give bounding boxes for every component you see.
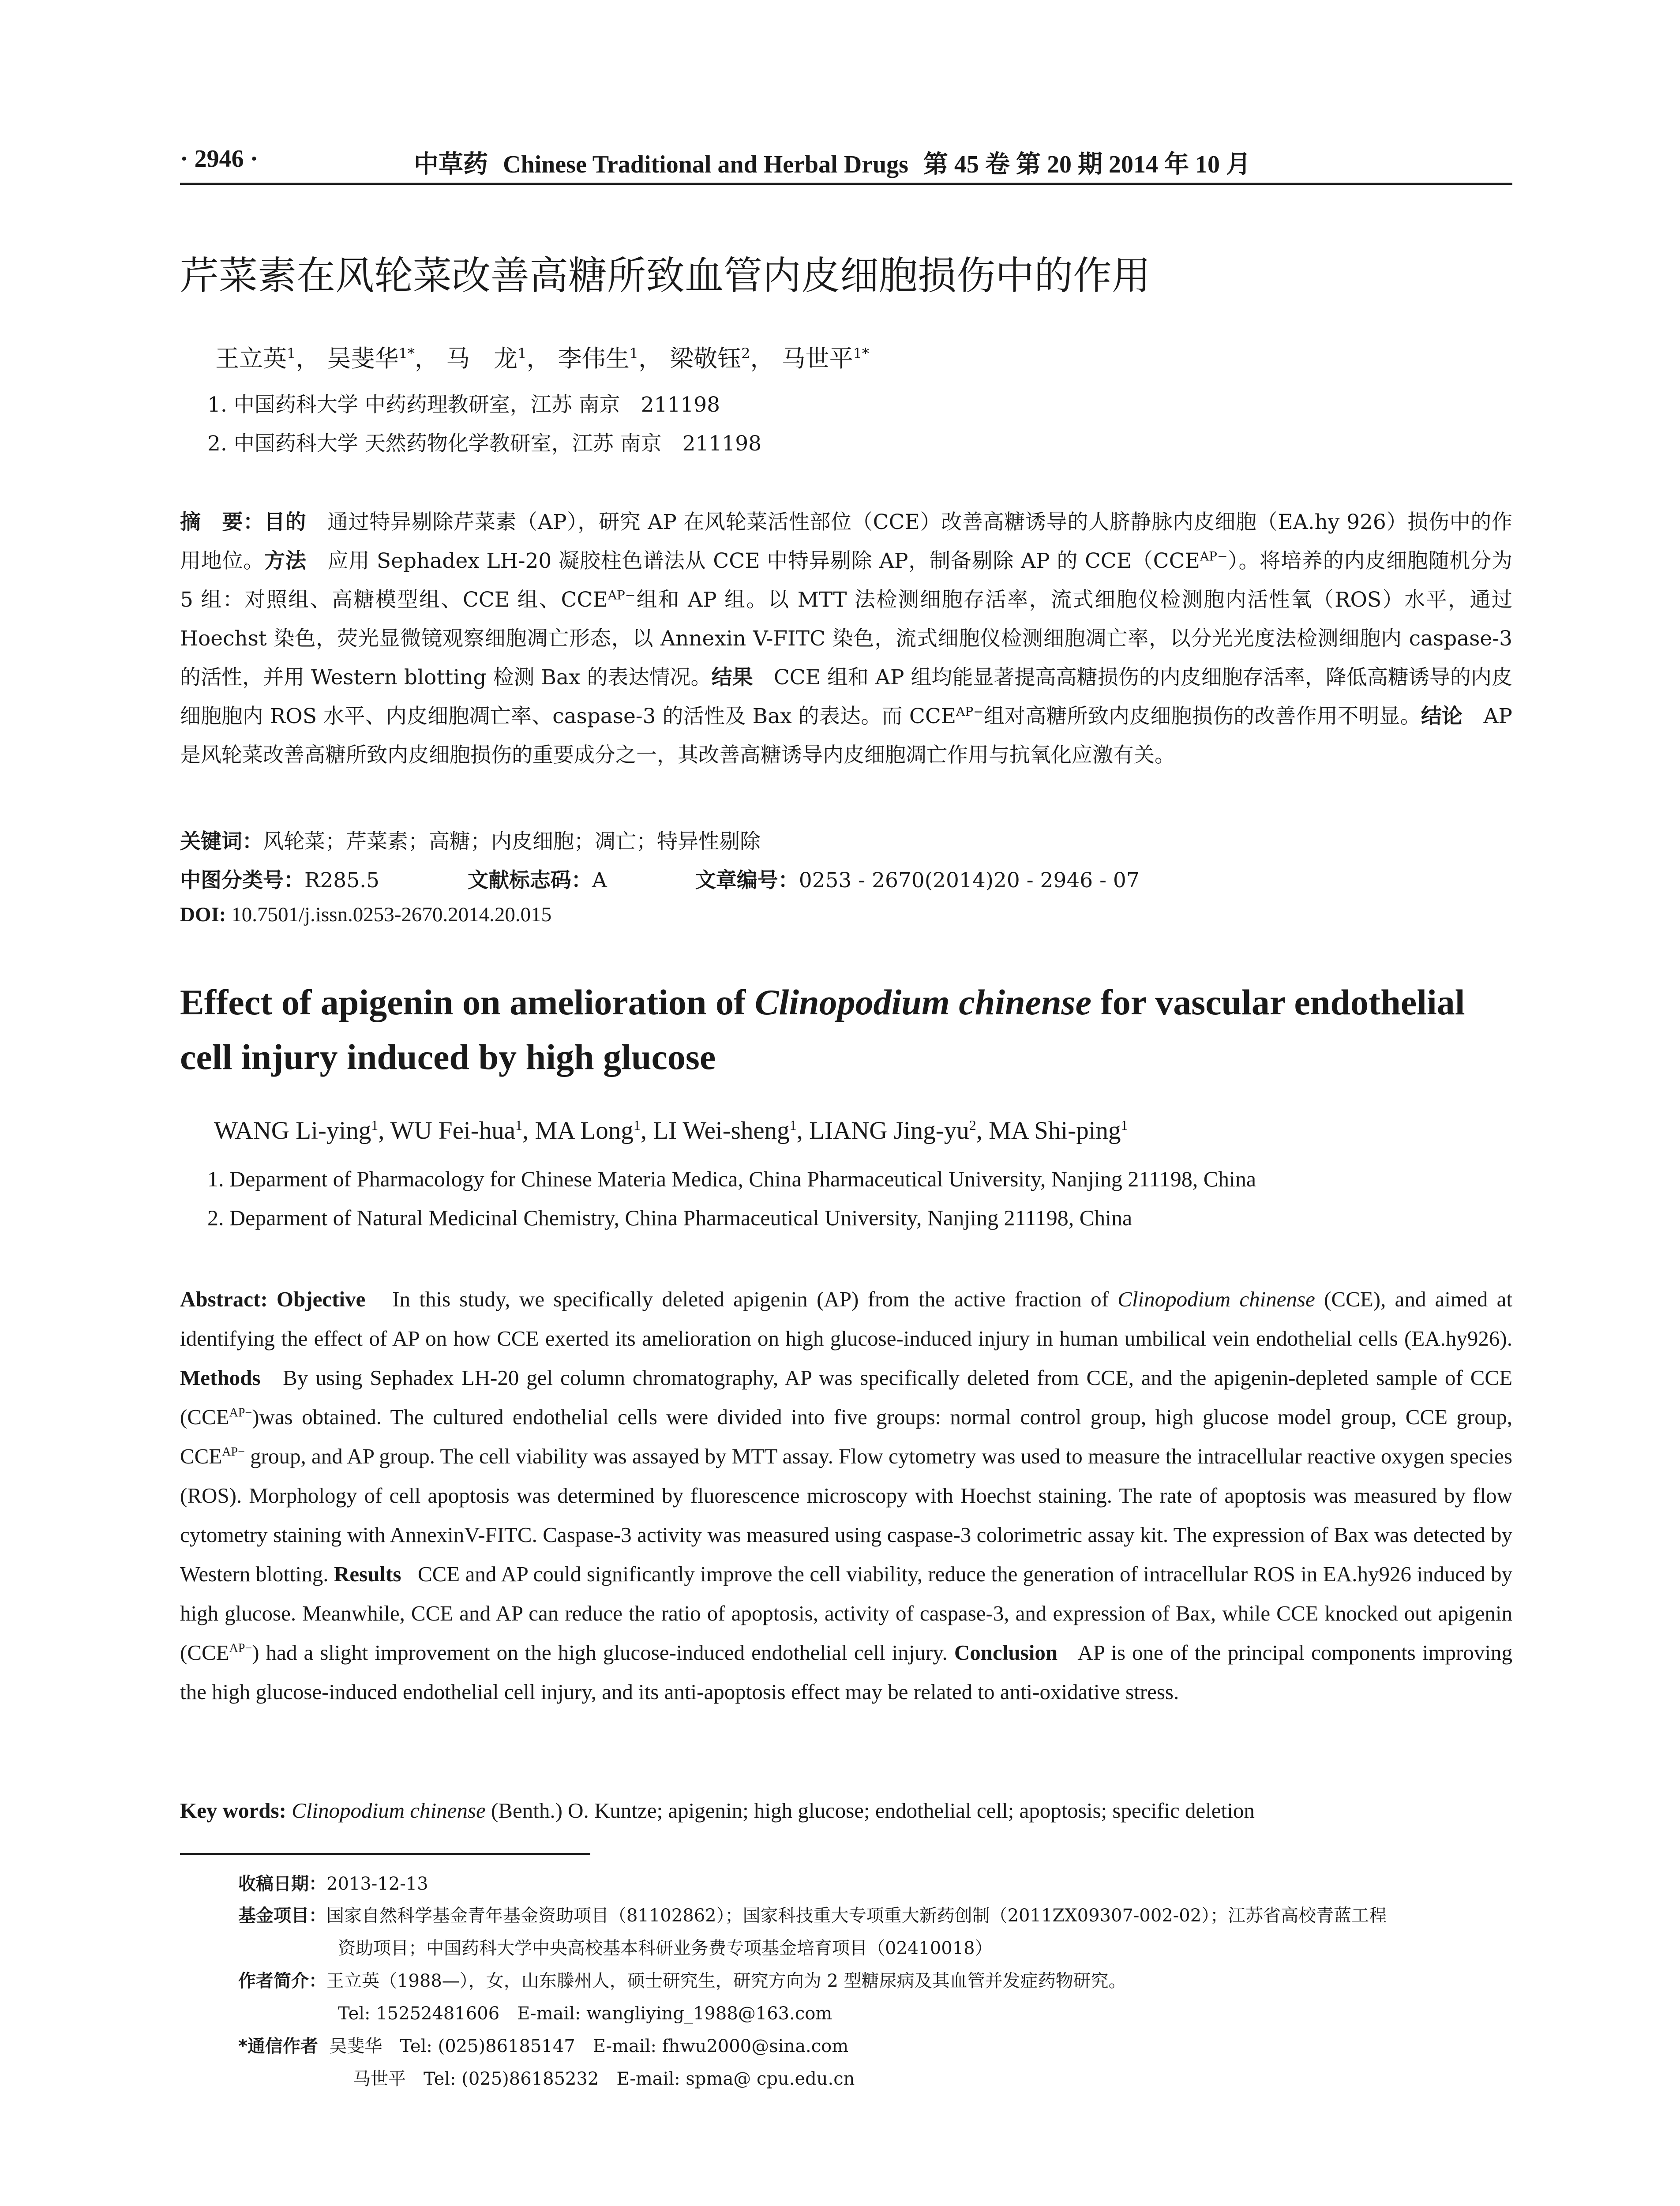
- results-label-en: Results: [334, 1562, 401, 1586]
- journal-line: [414, 145, 1251, 180]
- author-cn: 吴斐华$^{1*}$: [327, 345, 415, 372]
- methods-label-cn: 方法: [264, 549, 307, 573]
- author-en: MA Long$^1$: [535, 1117, 641, 1144]
- header-rule: [180, 183, 1512, 185]
- authors-en: WANG Li-ying$^1$, WU Fei-hua$^1$, MA Long$^1$, LI Wei-sheng$^1$, LIANG Jing-$yu^2$, MA Shi-ping$^1$: [214, 1117, 1128, 1144]
- authors-cn: 王立英$^1$， 吴斐华$^{1*}$， 马 龙$^1$， 李伟生$^1$， 梁敬钰$^2$， 马世平$^{1*}$: [215, 345, 870, 372]
- author-en: LIANG Jing-$yu^2$: [809, 1117, 976, 1144]
- doi-link[interactable]: 10.7501/j.issn.0253-2670.2014.20.015: [231, 903, 552, 926]
- abstract-en: Abstract: Objective In this study, we specifically deleted apigenin (AP) from the active fraction of Clinopodium chinense (CCE), and aimed at identifying the effect of AP on how CCE exerted its amelioration on high glucose-induced injury in human umbilical vein endothelial cells (EA.hy926). Methods By using Sephadex LH-20 gel column chromatography, AP was specifically deleted from CCE, and the apigenin-depleted sample of CCE $(CCE^{AP-})was$ obtained. The cultured endothelial cells were divided into five groups: normal control group, high glucose model group, CCE group, $CCE^{AP-}$ group, and AP group. The cell viability was assayed by MTT assay. Flow cytometry was used to measure the intracellular reactive oxygen species (ROS). Morphology of cell apoptosis was determined by fluorescence microscopy with Hoechst staining. The rate of apoptosis was measured by flow cytometry staining with AnnexinV-FITC. Caspase-3 activity was measured using caspase-3 colorimetric assay kit. The expression of Bax was detected by Western blotting. Results CCE and AP could significantly improve the cell viability, reduce the generation of intracellular ROS in EA.hy926 induced by high glucose. Meanwhile, CCE and AP can reduce the ratio of apoptosis, activity of caspase-3, and expression of Bax, while CCE knocked out apigenin $(CCE^{AP-})$ had a slight improvement on the high glucose-induced endothelial cell injury. Conclusion AP is one of the principal components improving the high glucose-induced endothelial cell injury, and its anti-apoptosis effect may be related to anti-oxidative stress.: [180, 1287, 1513, 1704]
- keywords-en: Key words: Clinopodium chinense (Benth.) O. Kuntze; apigenin; high glucose; endothelial cell; apoptosis; specific deletion: [180, 1798, 1255, 1823]
- classification-line: 中图分类号：R285.5 文献标志码：A 文章编号：0253 - 2670(2014)20 - 2946 - 07: [180, 868, 1140, 893]
- conclusion-label-en: Conclusion: [954, 1640, 1058, 1665]
- conclusion-label-cn: 结论: [1421, 704, 1463, 728]
- author-cn: 梁敬钰$^2$: [670, 345, 750, 372]
- affiliation-cn: 2. 中国药科大学 天然药物化学教研室，江苏 南京 211198: [207, 431, 762, 456]
- footnote-rule: [180, 1853, 590, 1855]
- footnote-corresponding: *通信作者 吴斐华 Tel: (025)86185147 E-mail: fhwu2000@sina.com: [238, 2036, 849, 2056]
- footnote-fund-cont: 资助项目；中国药科大学中央高校基本科研业务费专项基金培育项目（02410018）: [338, 1938, 993, 1958]
- affiliation-cn: 1. 中国药科大学 中药药理教研室，江苏 南京 211198: [207, 393, 720, 417]
- author-cn: 王立英$^1$: [215, 345, 296, 372]
- keywords-cn: 关键词：风轮菜；芹菜素；高糖；内皮细胞；凋亡；特异性剔除: [180, 829, 761, 854]
- author-cn: 马 龙$^1$: [446, 345, 527, 372]
- footnote-fund: 基金项目：国家自然科学基金青年基金资助项目（81102862）；国家科技重大专项重大新药创制（2011ZX09307-002-02）；江苏省高校青蓝工程: [238, 1906, 1387, 1926]
- affiliation-en: 1. Deparment of Pharmacology for Chinese Materia Medica, China Pharmaceutical University, Nanjing 211198, China: [207, 1167, 1256, 1191]
- footnote-author-contact: Tel: 15252481606 E-mail: wangliying_1988@163.com: [338, 2003, 832, 2024]
- footnote-author: 作者简介：王立英（1988—），女，山东滕州人，硕士研究生，研究方向为 2 型糖尿病及其血管并发症药物研究。: [238, 1971, 1126, 1991]
- author-cn: 马世平$^{1*}$: [781, 345, 870, 372]
- page-number: · 2946 ·: [180, 145, 259, 173]
- journal-name-cn: 中草药: [414, 150, 488, 179]
- author-en: WU Fei-hua$^1$: [390, 1117, 523, 1144]
- methods-label-en: Methods: [180, 1366, 261, 1390]
- running-header: [180, 140, 1512, 183]
- results-label-cn: 结果: [711, 665, 753, 690]
- abstract-cn: 摘 要：目的 通过特异剔除芹菜素（AP），研究 AP 在风轮菜活性部位（CCE）改善高糖诱导的人脐静脉内皮细胞（EA.hy 926）损伤中的作用地位。方法 应用 Sephadex LH-20 凝胶柱色谱法从 CCE 中特异剔除 AP，制备剔除 AP 的 $CCE(CCE^{AP-})$。将培养的内皮细胞随机分为 5 组：对照组、高糖模型组、CCE 组、$CCE^{AP-}$组和 AP 组。以 MTT 法检测细胞存活率，流式细胞仪检测胞内活性氧（ROS）水平，通过 Hoechst 染色，荧光显微镜观察细胞凋亡形态，以 Annexin V-FITC 染色，流式细胞仪检测细胞凋亡率，以分光光度法检测细胞内 caspase-3 的活性，并用 Western blotting 检测 Bax 的表达情况。结果 CCE 组和 AP 组均能显著提高高糖损伤的内皮细胞存活率，降低高糖诱导的内皮细胞胞内 ROS 水平、内皮细胞凋亡率、caspase-3 的活性及 Bax 的表达。而 $CCE^{AP-}$组对高糖所致内皮细胞损伤的改善作用不明显。结论 AP 是风轮菜改善高糖所致内皮细胞损伤的重要成分之一，其改善高糖诱导内皮细胞凋亡作用与抗氧化应激有关。: [180, 510, 1513, 767]
- abstract-label-en: Abstract: Objective: [180, 1287, 366, 1311]
- author-en: WANG Li-ying$^1$: [214, 1117, 379, 1144]
- footnote-received: 收稿日期：2013-12-13: [238, 1874, 428, 1894]
- author-cn: 李伟生$^1$: [558, 345, 638, 372]
- affiliation-en: 2. Deparment of Natural Medicinal Chemistry, China Pharmaceutical University, Nanjing 211198, China: [207, 1205, 1132, 1230]
- author-en: MA Shi-ping$^1$: [989, 1117, 1128, 1144]
- footnote-corresponding-2: 马世平 Tel: (025)86185232 E-mail: spma@ cpu.edu.cn: [353, 2069, 855, 2089]
- journal-name-en: Chinese Traditional and Herbal Drugs: [503, 151, 908, 178]
- abstract-label-cn: 摘 要：: [180, 510, 264, 534]
- author-en: LI Wei-sheng$^1$: [653, 1117, 797, 1144]
- issue-info: 第 45 卷 第 20 期 2014 年 10 月: [923, 151, 1251, 178]
- title-en: Effect of apigenin on amelioration of Clinopodium chinense for vascular endothelial cell injury induced by high glucose: [180, 982, 1465, 1077]
- objective-label-cn: 目的: [264, 510, 307, 534]
- title-cn: 芹菜素在风轮菜改善高糖所致血管内皮细胞损伤中的作用: [180, 253, 1151, 298]
- doi-line: DOI: 10.7501/j.issn.0253-2670.2014.20.015: [180, 903, 552, 926]
